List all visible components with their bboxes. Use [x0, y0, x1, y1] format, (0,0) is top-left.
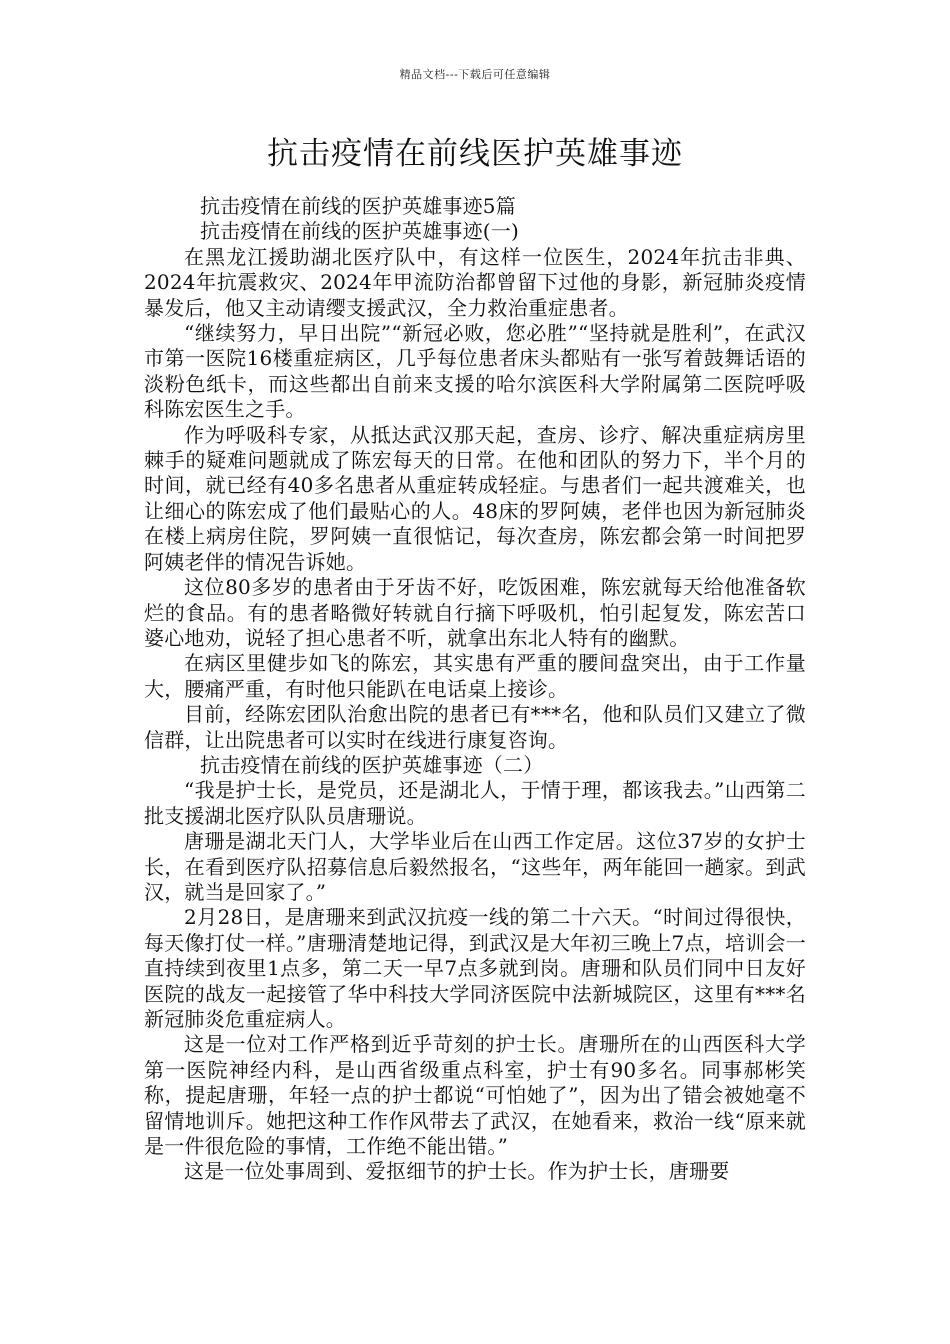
paragraph: 目前，经陈宏团队治愈出院的患者已有***名，他和队员们又建立了微信群，让出院患者可以实时在线进行康复咨询。 — [144, 702, 806, 752]
section-heading: 抗击疫情在前线的医护英雄事迹5篇 — [200, 194, 516, 218]
paragraph: 在病区里健步如飞的陈宏，其实患有严重的腰间盘突出，由于工作量大，腰痛严重，有时他只能趴在电话桌上接诊。 — [144, 651, 806, 701]
paragraph: 这位80多岁的患者由于牙齿不好，吃饭困难，陈宏就每天给他准备软烂的食品。有的患者略微好转就自行摘下呼吸机，怕引起复发，陈宏苦口婆心地劝，说轻了担心患者不听，就拿出东北人特有的幽默。 — [144, 575, 806, 650]
section-heading: 抗击疫情在前线的医护英雄事迹（二） — [200, 752, 544, 777]
paragraph: 这是一位处事周到、爱抠细节的护士长。作为护士长，唐珊要 — [184, 1159, 730, 1184]
paragraph: 作为呼吸科专家，从抵达武汉那天起，查房、诊疗、解决重症病房里棘手的疑难问题就成了陈宏每天的日常。在他和团队的努力下，半个月的时间，就已经有40多名患者从重症转成轻症。与患者们一起共渡难关，也让细心的陈宏成了他们最贴心的人。48床的罗阿姨，老伴也因为新冠肺炎在楼上病房住院，罗阿姨一直很惦记，每次查房，陈宏都会第一时间把罗阿姨老伴的情况告诉她。 — [144, 422, 806, 574]
document-title: 抗击疫情在前线医护英雄事迹 — [267, 136, 683, 172]
paragraph: 这是一位对工作严格到近乎苛刻的护士长。唐珊所在的山西医科大学第一医院神经内科，是山西省级重点科室，护士有90多名。同事郝彬笑称，提起唐珊，年轻一点的护士都说“可怕她了”，因为出了错会被她毫不留情地训斥。她把这种工作作风带去了武汉，在她看来，救治一线“原来就是一件很危险的事情，工作绝不能出错。” — [144, 1032, 806, 1159]
paragraph: 在黑龙江援助湖北医疗队中，有这样一位医生，2024年抗击非典、2024年抗震救灾、2024年甲流防治都曾留下过他的身影，新冠肺炎疫情暴发后，他又主动请缨支援武汉，全力救治重症患者。 — [144, 244, 806, 320]
section-heading: 抗击疫情在前线的医护英雄事迹(一) — [200, 219, 520, 244]
paragraph: “我是护士长，是党员，还是湖北人，于情于理，都该我去。”山西第二批支援湖北医疗队队员唐珊说。 — [144, 778, 806, 828]
paragraph: “继续努力，早日出院”“新冠必败，您必胜”“坚持就是胜利”，在武汉市第一医院16楼重症病区，几乎每位患者床头都贴有一张写着鼓舞话语的淡粉色纸卡，而这些都出自前来支援的哈尔滨医科大学附属第二医院呼吸科陈宏医生之手。 — [144, 321, 806, 422]
header-note: 精品文档---下载后可任意编辑 — [399, 68, 551, 81]
paragraph: 2月28日，是唐珊来到武汉抗疫一线的第二十六天。“时间过得很快，每天像打仗一样。”唐珊清楚地记得，到武汉是大年初三晚上7点，培训会一直持续到夜里1点多，第二天一早7点多就到岗。唐珊和队员们同中日友好医院的战友一起接管了华中科技大学同济医院中法新城院区，这里有***名新冠肺炎危重症病人。 — [144, 905, 806, 1031]
document-body — [144, 194, 806, 1185]
paragraph: 唐珊是湖北天门人，大学毕业后在山西工作定居。这位37岁的女护士长，在看到医疗队招募信息后毅然报名，“这些年，两年能回一趟家。到武汉，就当是回家了。” — [144, 829, 806, 904]
